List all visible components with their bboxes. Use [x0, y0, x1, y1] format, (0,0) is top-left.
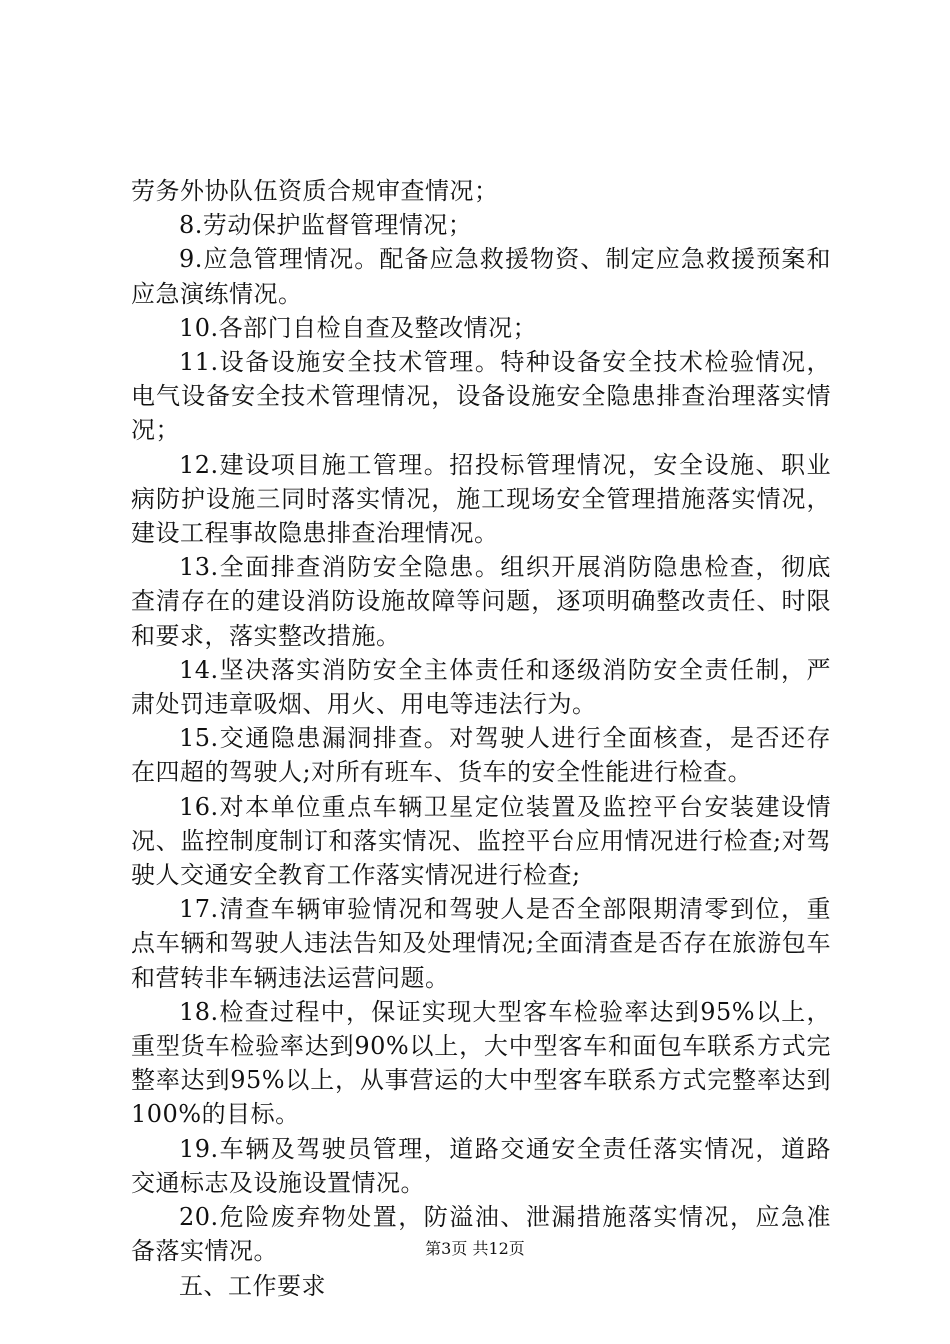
paragraph-11: 17.清查车辆审验情况和驾驶人是否全部限期清零到位，重点车辆和驾驶人违法告知及处理情况;全面清查是否存在旅游包车和营转非车辆违法运营问题。	[131, 895, 831, 992]
paragraph-9: 15.交通隐患漏洞排查。对驾驶人进行全面核查，是否还存在四超的驾驶人;对所有班车、货车的安全性能进行检查。	[131, 724, 831, 787]
paragraph-2: 8.劳动保护监督管理情况；	[179, 211, 473, 240]
paragraph-1: 劳务外协队伍资质合规审查情况；	[131, 177, 499, 205]
document-body	[131, 174, 831, 1303]
paragraph-6: 12.建设项目施工管理。招投标管理情况，安全设施、职业病防护设施三同时落实情况，施工现场安全管理措施落实情况，建设工程事故隐患排查治理情况。	[131, 450, 831, 548]
paragraph-5: 11.设备设施安全技术管理。特种设备安全技术检验情况，电气设备安全技术管理情况，设备设施安全隐患排查治理落实情况；	[131, 348, 831, 445]
page-footer: 第3页 共12页	[425, 1239, 525, 1258]
paragraph-4: 10.各部门自检自查及整改情况；	[179, 313, 538, 342]
paragraph-3: 9.应急管理情况。配备应急救援物资、制定应急救援预案和应急演练情况。	[131, 245, 831, 308]
section-heading: 五、工作要求	[179, 1271, 326, 1300]
paragraph-12: 18.检查过程中，保证实现大型客车检验率达到95%以上，重型货车检验率达到90%以上，大中型客车和面包车联系方式完整率达到95%以上，从事营运的大中型客车联系方式完整率达到100%的目标。	[131, 997, 831, 1129]
paragraph-13: 19.车辆及驾驶员管理，道路交通安全责任落实情况，道路交通标志及设施设置情况。	[131, 1134, 831, 1197]
paragraph-14: 20.危险废弃物处置，防溢油、泄漏措施落实情况，应急准备落实情况。	[131, 1203, 831, 1266]
paragraph-7: 13.全面排查消防安全隐患。组织开展消防隐患检查，彻底查清存在的建设消防设施故障等问题，逐项明确整改责任、时限和要求，落实整改措施。	[131, 553, 831, 650]
paragraph-10: 16.对本单位重点车辆卫星定位装置及监控平台安装建设情况、监控制度制订和落实情况、监控平台应用情况进行检查;对驾驶人交通安全教育工作落实情况进行检查;	[131, 792, 831, 890]
paragraph-8: 14.坚决落实消防安全主体责任和逐级消防安全责任制，严肃处罚违章吸烟、用火、用电等违法行为。	[131, 655, 831, 719]
